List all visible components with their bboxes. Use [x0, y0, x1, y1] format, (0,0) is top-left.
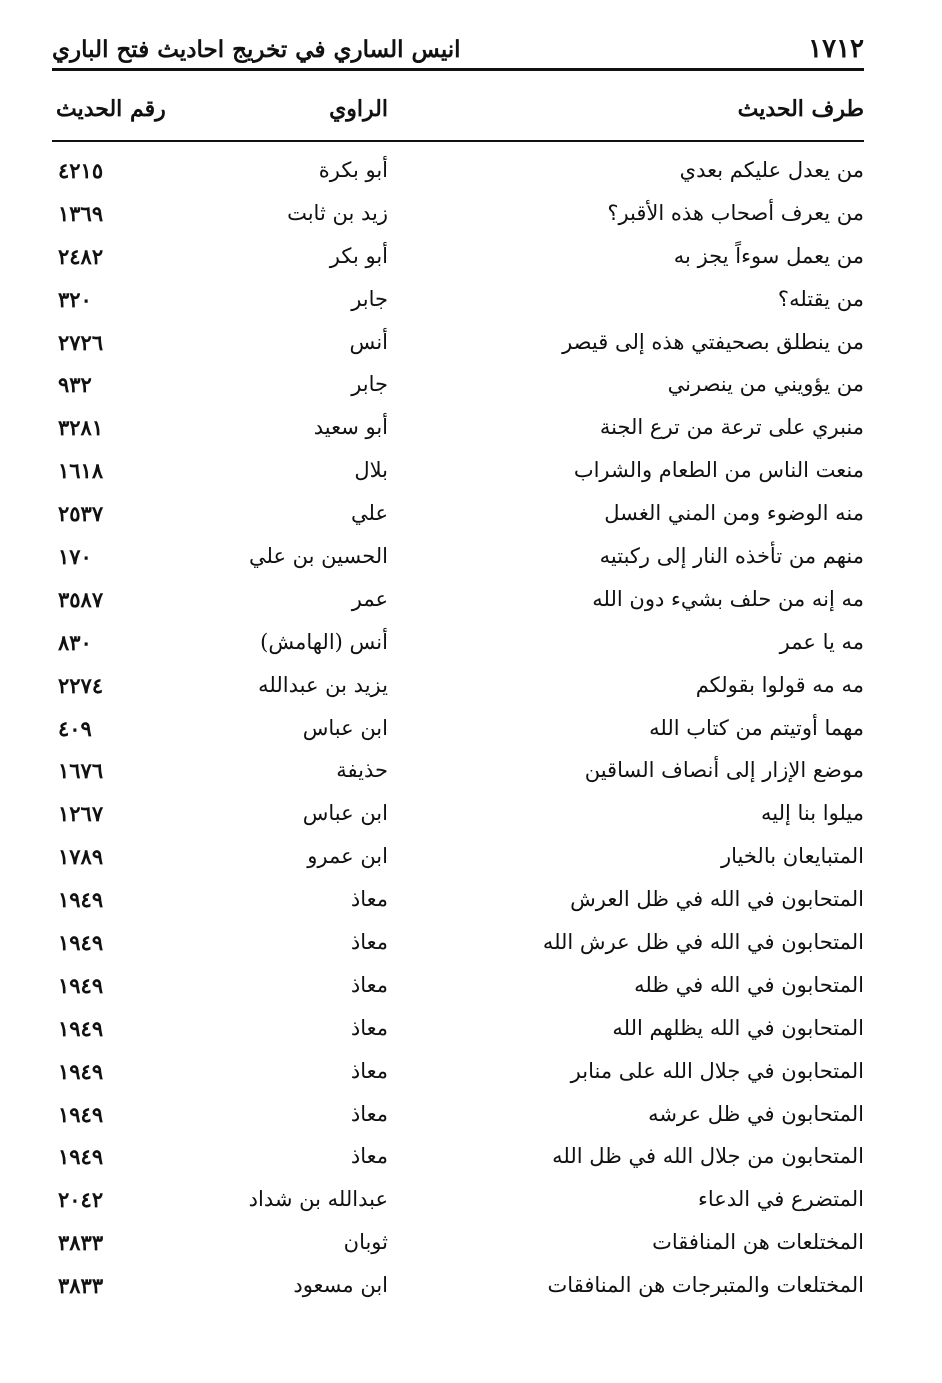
hadith-text: مهما أوتيتم من كتاب الله: [649, 715, 864, 740]
column-header-hadith-number: رقم الحديث: [56, 96, 166, 122]
narrator-name: معاذ: [350, 1058, 388, 1083]
hadith-text: مه مه قولوا بقولكم: [695, 672, 864, 697]
hadith-number: ١٩٤٩: [58, 887, 104, 913]
header-rule: [52, 68, 864, 71]
narrator-name: معاذ: [350, 930, 388, 955]
hadith-text: موضع الإزار إلى أنصاف الساقين: [584, 758, 864, 783]
hadith-text: منبري على ترعة من ترع الجنة: [599, 415, 864, 440]
column-headers: [52, 96, 864, 130]
index-table: [52, 152, 864, 1310]
table-row: [52, 924, 864, 967]
hadith-number: ١٩٤٩: [58, 1101, 104, 1127]
hadith-text: المختلعات هن المنافقات: [652, 1230, 864, 1255]
table-row: [52, 1053, 864, 1096]
narrator-name: يزيد بن عبدالله: [258, 672, 388, 697]
table-row: [52, 1224, 864, 1267]
hadith-number: ١٧٨٩: [58, 844, 104, 870]
hadith-number: ١٩٤٩: [58, 1058, 104, 1084]
column-header-hadith-text: طرف الحديث: [737, 96, 864, 122]
hadith-number: ٢٧٢٦: [58, 329, 104, 355]
table-row: [52, 1267, 864, 1310]
page-number: ١٧١٢: [808, 34, 864, 64]
hadith-number: ٢٠٤٢: [58, 1187, 104, 1213]
narrator-name: أبو بكرة: [318, 158, 388, 182]
hadith-number: ١٩٤٩: [58, 930, 104, 956]
table-row: [52, 452, 864, 495]
narrator-name: ابن عباس: [302, 715, 388, 740]
hadith-number: ٣٥٨٧: [58, 586, 104, 612]
hadith-text: منهم من تأخذه النار إلى ركبتيه: [599, 544, 864, 569]
hadith-text: المتحابون في الله يظلهم الله: [612, 1015, 864, 1040]
hadith-text: المتحابون في جلال الله على منابر: [570, 1058, 864, 1083]
hadith-text: المتبايعان بالخيار: [721, 844, 864, 869]
hadith-text: من يعرف أصحاب هذه الأقبر؟: [607, 200, 864, 225]
table-row: [52, 238, 864, 281]
narrator-name: ابن مسعود: [293, 1273, 388, 1298]
hadith-number: ١٣٦٩: [58, 200, 104, 226]
hadith-text: المتحابون في الله في ظل العرش: [570, 887, 864, 912]
column-header-narrator: الراوي: [329, 96, 388, 122]
narrator-name: جابر: [351, 372, 388, 397]
narrator-name: معاذ: [350, 1144, 388, 1169]
table-row: [52, 152, 864, 195]
table-row: [52, 495, 864, 538]
hadith-number: ٤٢١٥: [58, 158, 104, 183]
narrator-name: ابن عباس: [302, 801, 388, 826]
hadith-number: ٣٢٠: [58, 286, 92, 312]
hadith-text: المتضرع في الدعاء: [698, 1187, 864, 1212]
table-row: [52, 881, 864, 924]
narrator-name: جابر: [351, 286, 388, 311]
narrator-name: أبو سعيد: [313, 415, 388, 440]
hadith-number: ٨٣٠: [58, 629, 92, 655]
table-row: [52, 624, 864, 667]
hadith-number: ٢٤٨٢: [58, 243, 104, 269]
table-row: [52, 409, 864, 452]
table-row: [52, 1096, 864, 1139]
narrator-name: أبو بكر: [329, 243, 388, 268]
hadith-number: ١٦٧٦: [58, 758, 104, 784]
narrator-name: معاذ: [350, 1015, 388, 1040]
table-row: [52, 1138, 864, 1181]
hadith-text: من ينطلق بصحيفتي هذه إلى قيصر: [562, 329, 864, 354]
hadith-text: مه إنه من حلف بشيء دون الله: [592, 586, 864, 611]
narrator-name: ابن عمرو: [307, 844, 388, 869]
hadith-text: من يعدل عليكم بعدي: [679, 158, 864, 182]
hadith-number: ٣٨٣٣: [58, 1230, 104, 1256]
narrator-name: علي: [351, 501, 388, 526]
hadith-number: ١٩٤٩: [58, 1015, 104, 1041]
hadith-number: ١٩٤٩: [58, 972, 104, 998]
hadith-text: ميلوا بنا إليه: [761, 801, 864, 826]
narrator-name: الحسين بن علي: [248, 544, 388, 569]
narrator-name: عمر: [351, 586, 388, 611]
hadith-text: المتحابون من جلال الله في ظل الله: [552, 1144, 864, 1169]
hadith-text: المختلعات والمتبرجات هن المنافقات: [547, 1273, 864, 1298]
hadith-number: ٩٣٢: [58, 372, 92, 398]
book-title: انيس الساري في تخريج احاديث فتح الباري: [52, 36, 461, 63]
hadith-text: منعت الناس من الطعام والشراب: [573, 458, 864, 483]
table-row: [52, 281, 864, 324]
running-head: [52, 34, 864, 68]
table-row: [52, 967, 864, 1010]
column-header-rule: [52, 140, 864, 142]
hadith-text: مه يا عمر: [779, 629, 864, 654]
table-row: [52, 581, 864, 624]
hadith-text: من يعمل سوءاً يجز به: [673, 243, 864, 268]
table-row: [52, 710, 864, 753]
table-row: [52, 1010, 864, 1053]
hadith-number: ١٧٠: [58, 544, 92, 570]
narrator-name: أنس (الهامش): [260, 629, 388, 654]
hadith-text: المتحابون في الله في ظل عرش الله: [542, 930, 864, 955]
narrator-name: بلال: [354, 458, 388, 483]
narrator-name: حذيفة: [336, 758, 388, 783]
hadith-number: ١٢٦٧: [58, 801, 104, 827]
narrator-name: زيد بن ثابت: [287, 200, 388, 225]
narrator-name: معاذ: [350, 972, 388, 997]
hadith-text: المتحابون في الله في ظله: [634, 972, 864, 997]
table-row: [52, 752, 864, 795]
narrator-name: عبدالله بن شداد: [248, 1187, 388, 1212]
narrator-name: ثوبان: [343, 1230, 388, 1255]
table-row: [52, 324, 864, 367]
table-row: [52, 195, 864, 238]
hadith-number: ٣٨٣٣: [58, 1273, 104, 1299]
narrator-name: معاذ: [350, 1101, 388, 1126]
hadith-text: منه الوضوء ومن المني الغسل: [604, 501, 864, 526]
hadith-text: المتحابون في ظل عرشه: [648, 1101, 864, 1126]
hadith-number: ٤٠٩: [58, 715, 92, 741]
hadith-number: ٢٢٧٤: [58, 672, 104, 698]
table-row: [52, 795, 864, 838]
hadith-number: ١٩٤٩: [58, 1144, 104, 1170]
hadith-number: ٣٢٨١: [58, 415, 104, 441]
table-row: [52, 667, 864, 710]
hadith-number: ١٦١٨: [58, 458, 104, 484]
table-row: [52, 1181, 864, 1224]
narrator-name: أنس: [349, 329, 388, 354]
table-row: [52, 538, 864, 581]
hadith-text: من يؤويني من ينصرني: [667, 372, 864, 397]
hadith-text: من يقتله؟: [777, 286, 864, 311]
narrator-name: معاذ: [350, 887, 388, 912]
table-row: [52, 366, 864, 409]
hadith-number: ٢٥٣٧: [58, 501, 104, 527]
table-row: [52, 838, 864, 881]
